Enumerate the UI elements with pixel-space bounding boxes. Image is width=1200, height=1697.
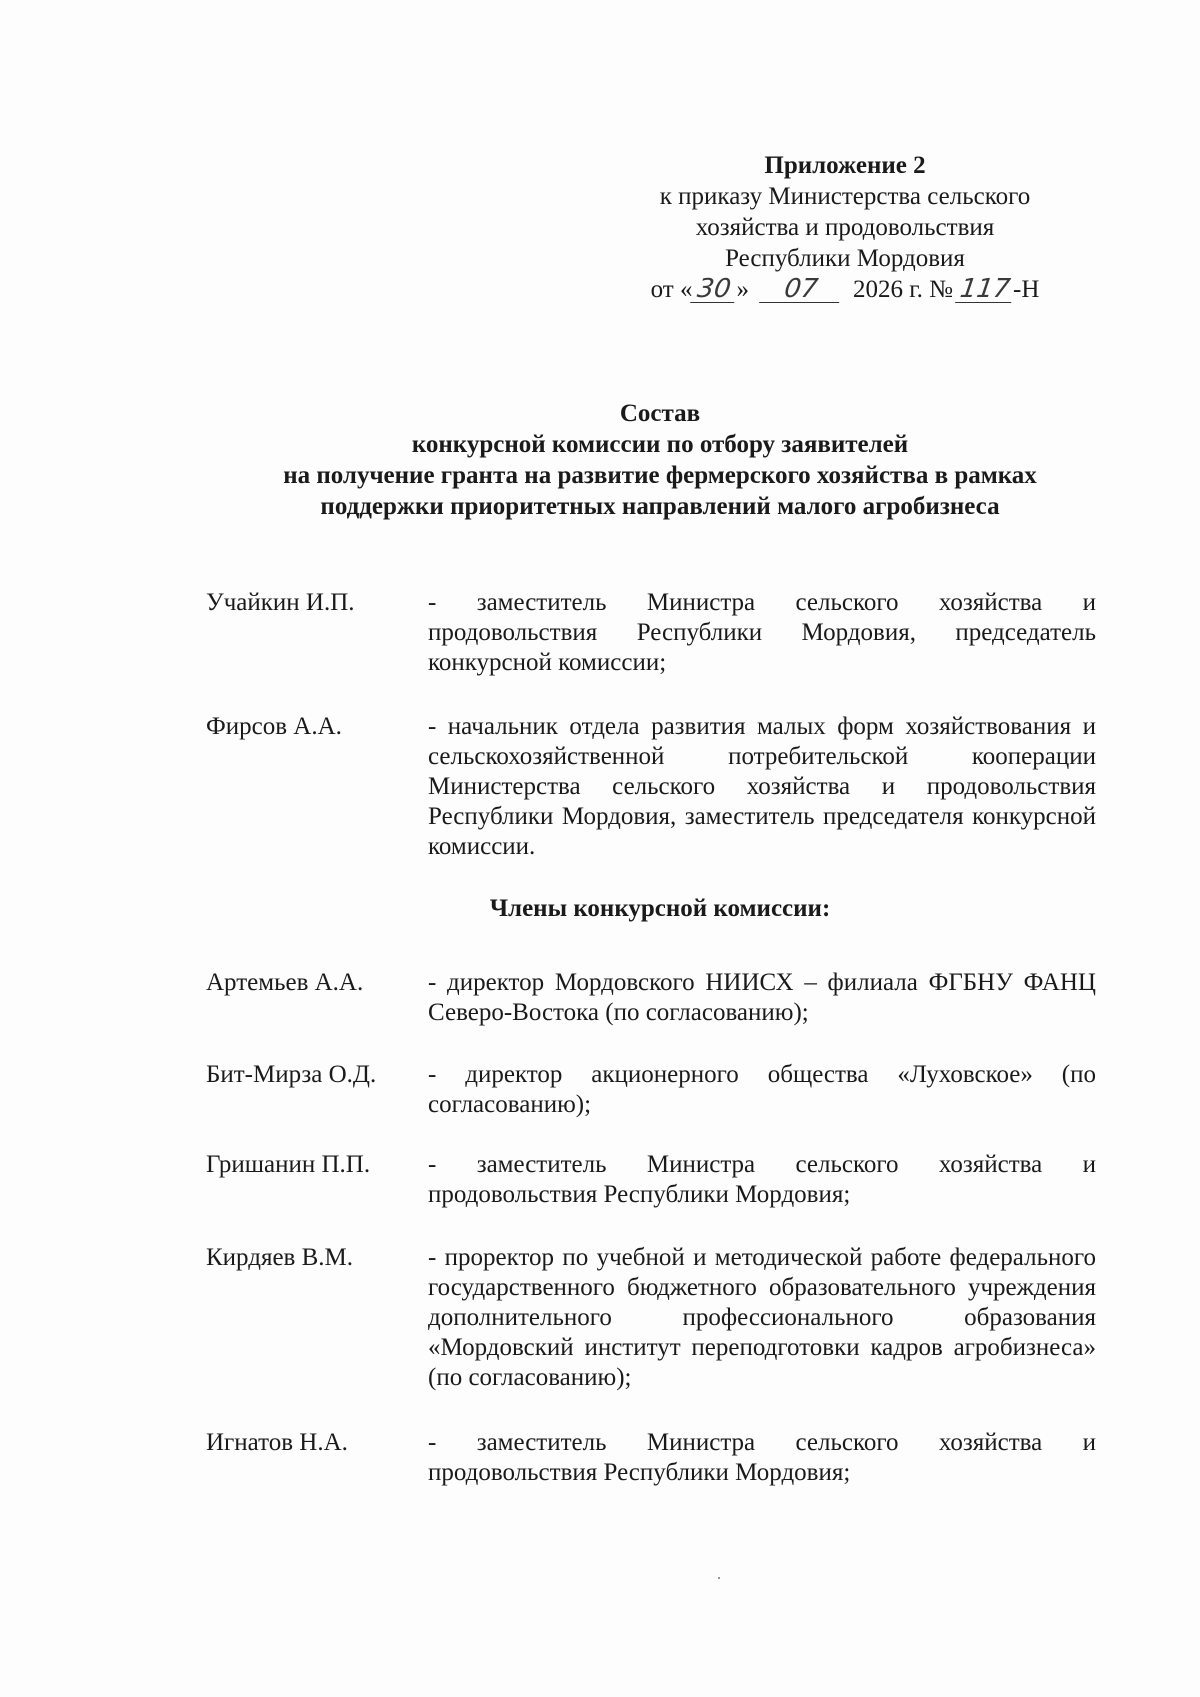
member-description: - проректор по учебной и методической работе федерального государственного бюджетного образовательного учреждения дополнительного профессионального образования «Мордовский институт переподготовки кадров агробизнеса» (по согласованию);: [428, 1244, 1096, 1391]
scan-speck: [718, 1577, 720, 1579]
document-heading: [160, 398, 1160, 522]
member-description: - начальник отдела развития малых форм хозяйствования и сельскохозяйственной потребительской кооперации Министерства сельского хозяйства и продовольствия Республики Мордовия, заместитель председателя конкурсной комиссии.: [428, 713, 1096, 860]
member-name: Бит-Мирза О.Д.: [206, 1061, 377, 1088]
appendix-line-3: Республики Мордовия: [725, 245, 965, 272]
order-number-handwritten: 117: [955, 276, 1015, 303]
order-mid: »: [736, 276, 749, 303]
appendix-title: Приложение 2: [764, 152, 926, 179]
appendix-line-2: хозяйства и продовольствия: [695, 214, 995, 241]
member-description: - заместитель Министра сельского хозяйства и продовольствия Республики Мордовия, председатель конкурсной комиссии;: [428, 589, 1096, 676]
order-month-handwritten: 07: [759, 276, 843, 303]
member-name: Артемьев А.А.: [206, 969, 364, 996]
order-date-line: [610, 274, 1080, 305]
appendix-block: [610, 150, 1080, 305]
order-year: 2026 г. №: [852, 276, 953, 303]
members-heading: Члены конкурсной комиссии:: [489, 895, 831, 922]
heading-line-1: Состав: [619, 400, 701, 427]
heading-line-3: на получение гранта на развитие фермерского хозяйства в рамках: [283, 462, 1037, 489]
member-description: - заместитель Министра сельского хозяйства и продовольствия Республики Мордовия;: [428, 1429, 1096, 1486]
order-number-suffix: -Н: [1013, 276, 1040, 303]
appendix-line-1: к приказу Министерства сельского: [659, 183, 1031, 210]
heading-line-2: конкурсной комиссии по отбору заявителей: [411, 431, 909, 458]
member-name: Фирсов А.А.: [206, 713, 342, 740]
member-description: - заместитель Министра сельского хозяйства и продовольствия Республики Мордовия;: [428, 1151, 1096, 1208]
member-name: Гришанин П.П.: [206, 1151, 371, 1178]
member-name: Кирдяев В.М.: [206, 1244, 353, 1271]
member-name: Учайкин И.П.: [206, 589, 355, 616]
order-day-handwritten: 30: [691, 276, 739, 303]
heading-line-4: поддержки приоритетных направлений малого агробизнеса: [320, 493, 1000, 520]
order-prefix: от «: [650, 276, 693, 303]
member-description: - директор акционерного общества «Луховское» (по согласованию);: [428, 1061, 1096, 1118]
member-description: - директор Мордовского НИИСХ – филиала ФГБНУ ФАНЦ Северо-Востока (по согласованию);: [428, 969, 1096, 1026]
member-name: Игнатов Н.А.: [206, 1429, 348, 1456]
